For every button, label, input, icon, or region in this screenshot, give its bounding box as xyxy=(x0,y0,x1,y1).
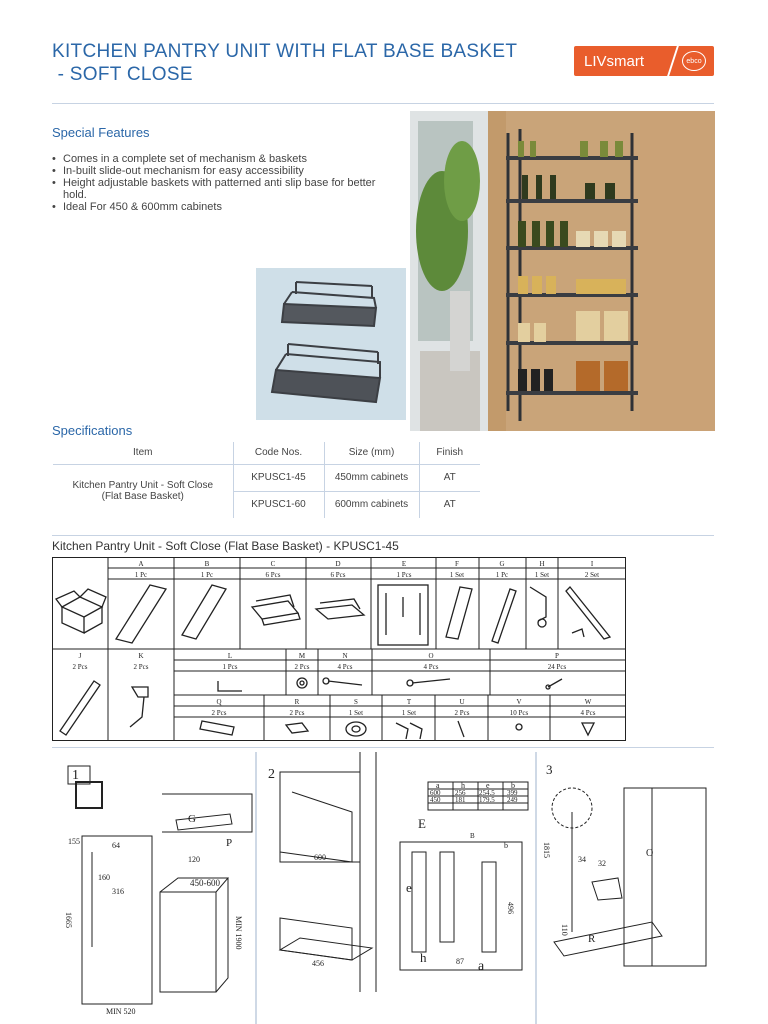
part-H-bracket-icon xyxy=(530,587,546,627)
part-U-pin-icon xyxy=(458,721,464,737)
livsmart-logo xyxy=(574,46,714,76)
part-U-letter: U xyxy=(459,698,465,706)
part-E-qty: 1 Pcs xyxy=(396,571,412,579)
part-L-letter: L xyxy=(227,652,233,660)
basket-product-image xyxy=(256,268,406,420)
features-heading: Special Features xyxy=(52,125,150,140)
spec-code: KPUSC1-45 xyxy=(233,464,324,491)
diagram-2-table-cell: 450 xyxy=(430,796,441,804)
feature-item: • Comes in a complete set of mechanism & baskets xyxy=(52,153,402,165)
part-I-letter: I xyxy=(590,560,594,568)
part-I-qty: 2 Set xyxy=(584,571,600,579)
specifications-heading: Specifications xyxy=(52,423,133,438)
part-O-screw-icon xyxy=(407,679,450,686)
diagram-2-label: E xyxy=(418,816,426,831)
parts-divider xyxy=(52,535,714,536)
part-K-qty: 2 Pcs xyxy=(133,663,149,671)
diagram-2-table-cell: 254.5 xyxy=(479,789,495,797)
logo-text: LIVsmart xyxy=(584,52,645,70)
part-O-qty: 4 Pcs xyxy=(423,663,439,671)
part-J-qty: 2 Pcs xyxy=(72,663,88,671)
part-C-qty: 6 Pcs xyxy=(265,571,281,579)
part-A-qty: 1 Pc xyxy=(134,571,148,579)
part-V-letter: V xyxy=(516,698,522,706)
diagram-2-table-cell: 600 xyxy=(430,789,441,797)
part-E-frame-icon xyxy=(378,585,428,645)
diagram-2-table-head: h xyxy=(461,781,465,790)
part-G-qty: 1 Pc xyxy=(495,571,509,579)
diagram-2-table-cell: 399 xyxy=(507,789,518,797)
col-finish: Finish xyxy=(419,442,480,464)
part-F-letter: F xyxy=(455,560,459,568)
col-size: Size (mm) xyxy=(324,442,419,464)
part-J-letter: J xyxy=(78,652,82,660)
diagram-1-dim: MIN 520 xyxy=(106,1007,136,1016)
diagram-1-dim: MIN 1900 xyxy=(234,916,243,950)
diagram-divider xyxy=(52,747,714,748)
diagram-1-dim: 155 xyxy=(68,837,80,846)
part-T-bracket-icon xyxy=(396,723,422,739)
part-C-letter: C xyxy=(270,560,276,568)
diagram-1-dim: 316 xyxy=(112,887,124,896)
features-list xyxy=(52,153,402,213)
part-S-letter: S xyxy=(354,698,358,706)
part-N-letter: N xyxy=(342,652,348,660)
col-code: Code Nos. xyxy=(233,442,324,464)
diagram-2-label: B xyxy=(470,832,475,840)
part-B-panel-icon xyxy=(182,585,226,639)
box-icon xyxy=(56,589,106,633)
part-C-basket-icon xyxy=(252,595,300,625)
diagram-2-table-cell: 181 xyxy=(455,796,466,804)
part-D-qty: 6 Pcs xyxy=(330,571,346,579)
diagram-2-dim: 456 xyxy=(312,959,324,968)
diagram-2-table-head: e xyxy=(486,781,490,790)
diagram-2-label: b xyxy=(504,841,508,850)
part-B-letter: B xyxy=(204,560,210,568)
part-E-letter: E xyxy=(401,560,407,568)
diagram-3-dim: 34 xyxy=(578,855,586,864)
diagram-2-label: 87 xyxy=(456,957,464,966)
part-A-letter: A xyxy=(138,560,144,568)
part-I-arm-icon xyxy=(566,587,610,639)
page-title xyxy=(52,40,552,86)
part-T-letter: T xyxy=(406,698,412,706)
part-H-letter: H xyxy=(539,560,545,568)
diagram-2-table-cell: 179.5 xyxy=(479,796,495,804)
part-U-qty: 2 Pcs xyxy=(454,709,470,717)
spec-finish: AT xyxy=(419,491,480,518)
diagram-2-table-head: b xyxy=(511,781,515,790)
diagram-3-dim: 32 xyxy=(598,859,606,868)
part-S-qty: 1 Set xyxy=(348,709,364,717)
part-R-letter: R xyxy=(294,698,300,706)
part-Q-letter: Q xyxy=(216,698,222,706)
part-L-allen-key-icon xyxy=(218,681,242,691)
installation-diagrams xyxy=(52,752,714,1024)
ebco-logo: ebco xyxy=(682,51,706,71)
part-A-panel-icon xyxy=(116,585,166,643)
part-M-bumper-icon xyxy=(297,678,307,688)
specifications-table xyxy=(53,442,480,518)
diagram-1-number: 1 xyxy=(72,768,79,783)
part-N-qty: 4 Pcs xyxy=(337,663,353,671)
part-B-qty: 1 Pc xyxy=(200,571,214,579)
diagram-1-dim: 1665 xyxy=(64,912,73,928)
spec-size: 600mm cabinets xyxy=(324,491,419,518)
diagram-2-label: a xyxy=(478,959,485,974)
part-O-letter: O xyxy=(428,652,434,660)
part-J-rod-icon xyxy=(60,681,100,735)
part-P-letter: P xyxy=(555,652,559,660)
part-S-grommet-icon xyxy=(346,722,366,736)
part-G-rail-icon xyxy=(492,589,516,643)
diagram-1-label: P xyxy=(226,837,233,849)
diagram-2-label: 496 xyxy=(506,902,515,914)
part-T-qty: 1 Set xyxy=(401,709,417,717)
part-P-screw-icon xyxy=(546,679,562,689)
diagram-2-label: h xyxy=(420,950,427,965)
part-W-qty: 4 Pcs xyxy=(580,709,596,717)
feature-item: • Height adjustable baskets with patterned anti slip base for better hold. xyxy=(52,177,402,201)
diagram-2-label: e xyxy=(406,880,412,895)
diagram-3-number: 3 xyxy=(546,762,553,777)
title-line-1: KITCHEN PANTRY UNIT WITH FLAT BASE BASKET xyxy=(52,41,518,62)
part-V-screw-icon xyxy=(516,724,522,730)
part-K-hinge-icon xyxy=(130,687,148,727)
spec-code: KPUSC1-60 xyxy=(233,491,324,518)
part-R-clip-icon xyxy=(286,723,308,733)
part-W-screw-icon xyxy=(582,723,594,735)
diagram-2-table-cell: 249 xyxy=(507,796,518,804)
diagram-3-dim: 110 xyxy=(560,924,569,936)
title-line-2: - SOFT CLOSE xyxy=(52,64,193,85)
col-item: Item xyxy=(133,447,153,459)
part-W-letter: W xyxy=(584,698,592,706)
part-V-qty: 10 Pcs xyxy=(509,709,529,717)
parts-list-diagram xyxy=(52,557,626,741)
parts-title: Kitchen Pantry Unit - Soft Close (Flat Base Basket) - KPUSC1-45 xyxy=(52,539,399,553)
diagram-1-dim: 64 xyxy=(112,841,120,850)
feature-item: • In-built slide-out mechanism for easy accessibility xyxy=(52,165,402,177)
part-F-slide-icon xyxy=(446,587,472,639)
diagram-3-label: O xyxy=(646,848,654,859)
diagram-1-label: G xyxy=(188,813,196,825)
diagram-3-label: R xyxy=(588,933,596,945)
part-Q-damper-icon xyxy=(200,721,234,735)
part-D-basket-icon xyxy=(316,599,364,619)
diagram-2-number: 2 xyxy=(268,767,275,782)
diagram-2-table-head: a xyxy=(436,781,440,790)
diagram-2-dim: 600 xyxy=(314,853,326,862)
part-P-qty: 24 Pcs xyxy=(547,663,567,671)
spec-size: 450mm cabinets xyxy=(324,464,419,491)
diagram-1-dim: 120 xyxy=(188,855,200,864)
part-N-screw-icon xyxy=(323,678,362,685)
part-Q-qty: 2 Pcs xyxy=(211,709,227,717)
part-L-qty: 1 Pcs xyxy=(222,663,238,671)
part-F-qty: 1 Set xyxy=(449,571,465,579)
diagram-1-dim: 450-600 xyxy=(190,878,220,888)
spec-finish: AT xyxy=(419,464,480,491)
part-K-letter: K xyxy=(138,652,144,660)
part-M-letter: M xyxy=(298,652,306,660)
part-M-qty: 2 Pcs xyxy=(294,663,310,671)
part-H-qty: 1 Set xyxy=(534,571,550,579)
spec-item-name: Kitchen Pantry Unit - Soft Close (Flat Base Basket) xyxy=(53,464,233,518)
diagram-3-dim: 1815 xyxy=(542,842,551,858)
feature-item: • Ideal For 450 & 600mm cabinets xyxy=(52,201,402,213)
diagram-2-table-cell: 256 xyxy=(455,789,466,797)
part-G-letter: G xyxy=(499,560,505,568)
pantry-unit-photo xyxy=(410,111,715,431)
diagram-1-dim: 160 xyxy=(98,873,110,882)
part-D-letter: D xyxy=(335,560,341,568)
header-divider xyxy=(52,103,714,104)
part-R-qty: 2 Pcs xyxy=(289,709,305,717)
